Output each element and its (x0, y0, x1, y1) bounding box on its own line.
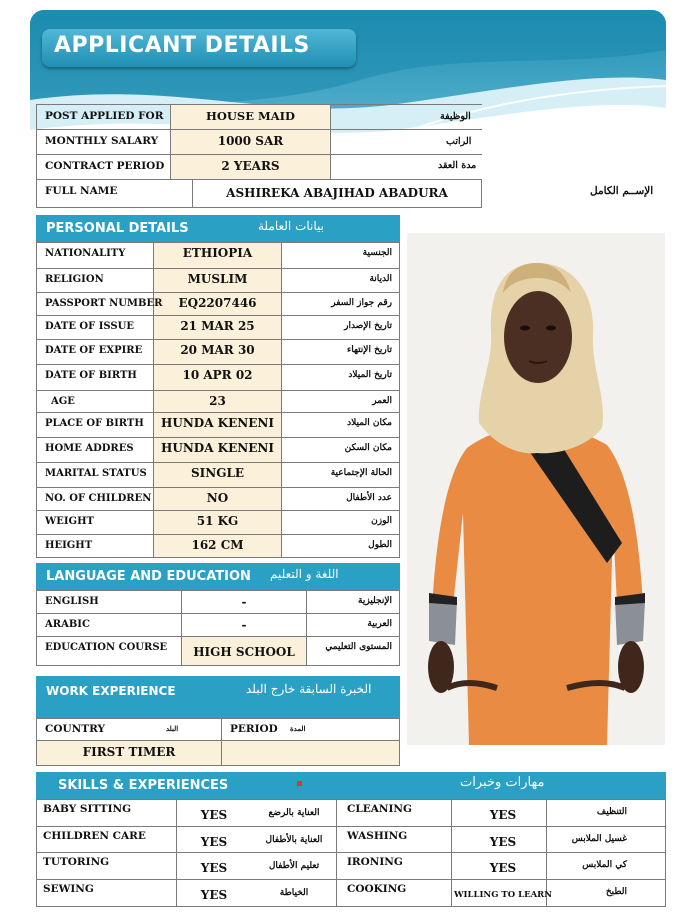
skill-left-label: SEWING (43, 883, 94, 895)
work-title: WORK EXPERIENCE (46, 684, 176, 698)
skill-right-value: YES (489, 835, 517, 849)
personal-row-label: DATE OF EXPIRE (45, 345, 143, 356)
personal-row-value: SINGLE (190, 466, 245, 480)
skill-left-value: YES (200, 835, 228, 849)
post-value: HOUSE MAID (206, 109, 295, 123)
salary-value: 1000 SAR (217, 134, 284, 148)
language-title: LANGUAGE AND EDUCATION (46, 569, 251, 584)
personal-row-value: ETHIOPIA (182, 246, 253, 260)
post-label: POST APPLIED FOR (45, 110, 164, 122)
rule (36, 613, 400, 614)
personal-row-label: NO. OF CHILDREN (45, 493, 152, 504)
personal-row-label: RELIGION (45, 274, 104, 285)
rule (665, 799, 666, 907)
language-row-label: ARABIC (45, 619, 90, 630)
rule (36, 557, 400, 558)
personal-row-label: MARITAL STATUS (45, 468, 147, 479)
skill-left-arabic: الخياطة (279, 888, 309, 898)
language-table (36, 590, 400, 666)
contract-arabic: مدة العقد (438, 160, 477, 171)
personal-row-arabic: الديانة (369, 274, 392, 284)
skill-right-arabic: الطبخ (605, 887, 627, 897)
rule (481, 179, 482, 208)
rule (36, 390, 400, 391)
country-arabic: البلد (166, 724, 179, 733)
skill-left-value: YES (200, 808, 228, 822)
rule (36, 207, 482, 208)
personal-row-value: 20 MAR 30 (180, 343, 255, 357)
personal-row-label: NATIONALITY (45, 248, 126, 259)
personal-row-label: AGE (51, 396, 75, 407)
rule (330, 104, 331, 179)
skill-right-label: CLEANING (347, 803, 412, 815)
rule (36, 765, 400, 766)
personal-row-arabic: تاريخ الإصدار (344, 321, 392, 331)
period-arabic: المدة (290, 724, 306, 733)
language-row-label: ENGLISH (45, 596, 99, 607)
personal-row-arabic: الجنسية (362, 248, 392, 258)
contract-value: 2 YEARS (221, 159, 280, 173)
personal-row-label: DATE OF BIRTH (45, 370, 137, 381)
rule (399, 590, 400, 666)
applicant-portrait (407, 233, 665, 745)
rule (36, 437, 400, 438)
rule (36, 104, 37, 208)
rule (36, 799, 666, 800)
rule (36, 718, 400, 719)
skill-right-value: YES (489, 808, 517, 822)
personal-row-label: PLACE OF BIRTH (45, 418, 144, 429)
rule (36, 315, 400, 316)
rule (36, 462, 400, 463)
personal-row-label: HEIGHT (45, 540, 93, 551)
salary-label: MONTHLY SALARY (45, 135, 159, 147)
work-title-arabic: الخبرة السابقة خارج البلد (246, 682, 372, 696)
period-label: PERIOD (230, 723, 278, 735)
language-row-arabic: العربية (367, 619, 392, 629)
marker-dot (297, 781, 302, 786)
personal-row-arabic: تاريخ الميلاد (348, 370, 392, 380)
applicant-photo (407, 233, 665, 745)
skill-right-value: YES (489, 861, 517, 875)
skill-left-arabic: العناية بالأطفال (265, 835, 323, 845)
rule (36, 665, 400, 666)
work-value: FIRST TIMER (82, 745, 176, 759)
fullname-value: ASHIREKA ABAJIHAD ABADURA (226, 186, 448, 200)
rule (36, 510, 400, 511)
rule (36, 487, 400, 488)
personal-row-arabic: تاريخ الإنتهاء (346, 345, 392, 355)
skill-left-value: YES (200, 888, 228, 902)
rule (36, 852, 666, 853)
personal-row-arabic: الحالة الإجتماعية (330, 468, 392, 478)
personal-row-value: 51 KG (196, 514, 239, 528)
personal-row-label: DATE OF ISSUE (45, 321, 134, 332)
rule (36, 879, 666, 880)
skill-left-value: YES (200, 861, 228, 875)
personal-row-arabic: عدد الأطفال (346, 493, 392, 503)
language-row-label: EDUCATION COURSE (45, 642, 168, 653)
personal-row-label: HOME ADDRES (45, 443, 134, 454)
language-row-value: - (241, 595, 247, 609)
rule (36, 534, 400, 535)
fullname-label: FULL NAME (45, 185, 118, 197)
personal-row-value: NO (206, 491, 229, 505)
personal-row-label: PASSPORT NUMBER (45, 298, 163, 309)
skill-left-arabic: تعليم الأطفال (268, 861, 320, 871)
rule (399, 718, 400, 766)
salary-arabic: الراتب (446, 136, 472, 147)
personal-row-label: WEIGHT (45, 516, 94, 527)
language-row-arabic: المستوى التعليمي (325, 642, 392, 652)
personal-row-arabic: مكان السكن (344, 443, 392, 453)
skill-right-label: WASHING (347, 830, 408, 842)
language-title-arabic: اللغة و التعليم (270, 567, 339, 581)
rule (36, 339, 400, 340)
personal-row-value: 10 APR 02 (182, 368, 253, 382)
fullname-arabic: الإســم الكامل (590, 185, 654, 197)
rule (36, 636, 400, 637)
value-cell (222, 741, 399, 765)
rule (336, 799, 337, 907)
skill-left-label: CHILDREN CARE (43, 830, 146, 842)
skill-left-label: BABY SITTING (43, 803, 132, 815)
skills-title: SKILLS & EXPERIENCES (58, 778, 229, 793)
skill-left-label: TUTORING (43, 856, 110, 868)
skill-right-label: COOKING (347, 883, 407, 895)
personal-row-value: MUSLIM (187, 272, 248, 286)
rule (36, 906, 666, 907)
personal-title-arabic: بيانات العاملة (258, 219, 324, 233)
contract-label: CONTRACT PERIOD (45, 160, 165, 172)
rule (36, 292, 400, 293)
personal-row-value: 162 CM (191, 538, 244, 552)
language-row-value: - (241, 618, 247, 632)
personal-row-arabic: العمر (372, 396, 392, 406)
skill-right-arabic: التنظيف (596, 807, 627, 817)
rule (36, 590, 400, 591)
personal-row-arabic: رقم جواز السفر (331, 298, 392, 308)
country-label: COUNTRY (45, 723, 105, 735)
skill-right-arabic: كي الملابس (582, 860, 627, 870)
skill-right-value: WILLING TO LEARN (453, 890, 552, 900)
post-arabic: الوظيفة (440, 111, 471, 122)
personal-row-value: HUNDA KENENI (161, 441, 274, 455)
header-table (36, 104, 482, 208)
rule (306, 590, 307, 666)
personal-row-value: EQ2207446 (178, 296, 257, 310)
skill-right-arabic: غسيل الملابس (571, 834, 627, 844)
skill-right-label: IRONING (347, 856, 403, 868)
skills-title-arabic: مهارات وخبرات (460, 775, 545, 790)
personal-row-value: 21 MAR 25 (180, 319, 255, 333)
skill-left-arabic: العناية بالرضع (268, 808, 320, 818)
skills-table (36, 799, 666, 907)
language-row-value: HIGH SCHOOL (193, 645, 295, 659)
personal-row-value: HUNDA KENENI (161, 416, 274, 430)
language-row-arabic: الإنجليزية (358, 596, 392, 606)
rule (36, 590, 37, 666)
rule (36, 364, 400, 365)
work-table (36, 718, 400, 766)
page-title: APPLICANT DETAILS (54, 33, 310, 58)
personal-title: PERSONAL DETAILS (46, 221, 189, 236)
rule (36, 268, 400, 269)
rule (36, 826, 666, 827)
personal-row-value: 23 (209, 394, 226, 408)
rule (36, 242, 400, 243)
personal-row-arabic: الطول (368, 540, 392, 550)
rule (36, 179, 482, 180)
personal-row-arabic: الوزن (371, 516, 392, 526)
personal-table (36, 242, 400, 558)
personal-row-arabic: مكان الميلاد (347, 418, 392, 428)
rule (36, 799, 37, 907)
rule (36, 412, 400, 413)
